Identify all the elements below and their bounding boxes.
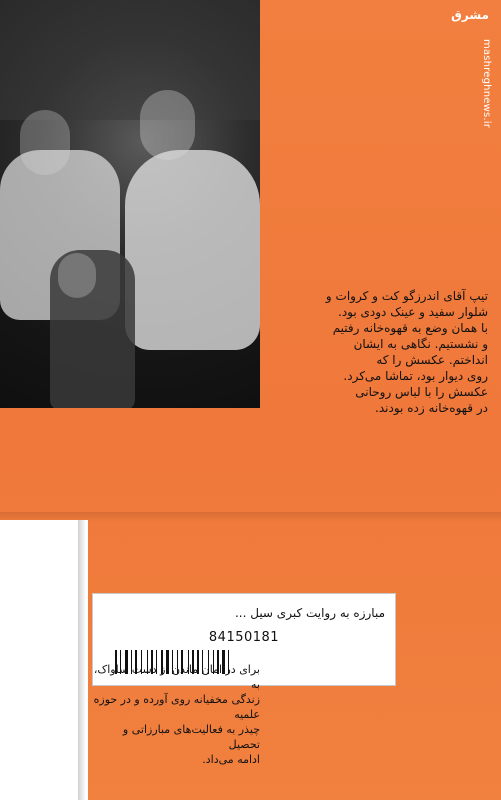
historical-photo (0, 0, 260, 408)
label-code: 84150181 (208, 630, 280, 645)
photo-caption (262, 288, 488, 416)
caption-line: تیپ آقای اندرزگو کت و کروات و (325, 289, 488, 303)
face-right (140, 90, 195, 160)
label-title: مبارزه به روایت کبری سیل ... (234, 606, 385, 620)
watermark (451, 8, 492, 129)
caption-line: و نشستیم. نگاهی به ایشان (353, 337, 488, 351)
face-boy (58, 253, 96, 298)
bottom-text-line: زندگی مخفیانه روی آورده و در حوزه علمیه (93, 693, 260, 721)
watermark-url: mashreghnews.ir (480, 38, 492, 129)
bottom-text-line: برای در امان ماندن از دست ساواک، به (93, 663, 260, 691)
watermark-brand: مشرق (451, 8, 489, 22)
background-wall (0, 0, 260, 120)
white-panel (0, 520, 88, 800)
white-panel-shadow (78, 520, 86, 800)
person-right-shirt (125, 150, 260, 350)
bottom-text-line: چیذر به فعالیت‌های مبارزاتی و تحصیل (122, 723, 260, 751)
face-left (20, 110, 70, 175)
bottom-text-line: ادامه می‌داد. (202, 753, 260, 766)
caption-line: با همان وضع به قهوه‌خانه رفتیم (332, 321, 488, 335)
caption-line: در قهوه‌خانه زده بودند. (375, 401, 488, 415)
back-cover-text (90, 662, 260, 767)
caption-line: عکسش را با لباس روحانی (355, 385, 488, 399)
caption-line: روی دیوار بود، تماشا می‌کرد. (343, 369, 488, 383)
caption-line: شلوار سفید و عینک دودی بود. (338, 305, 488, 319)
caption-line: انداختم. عکسش را که (376, 353, 488, 367)
